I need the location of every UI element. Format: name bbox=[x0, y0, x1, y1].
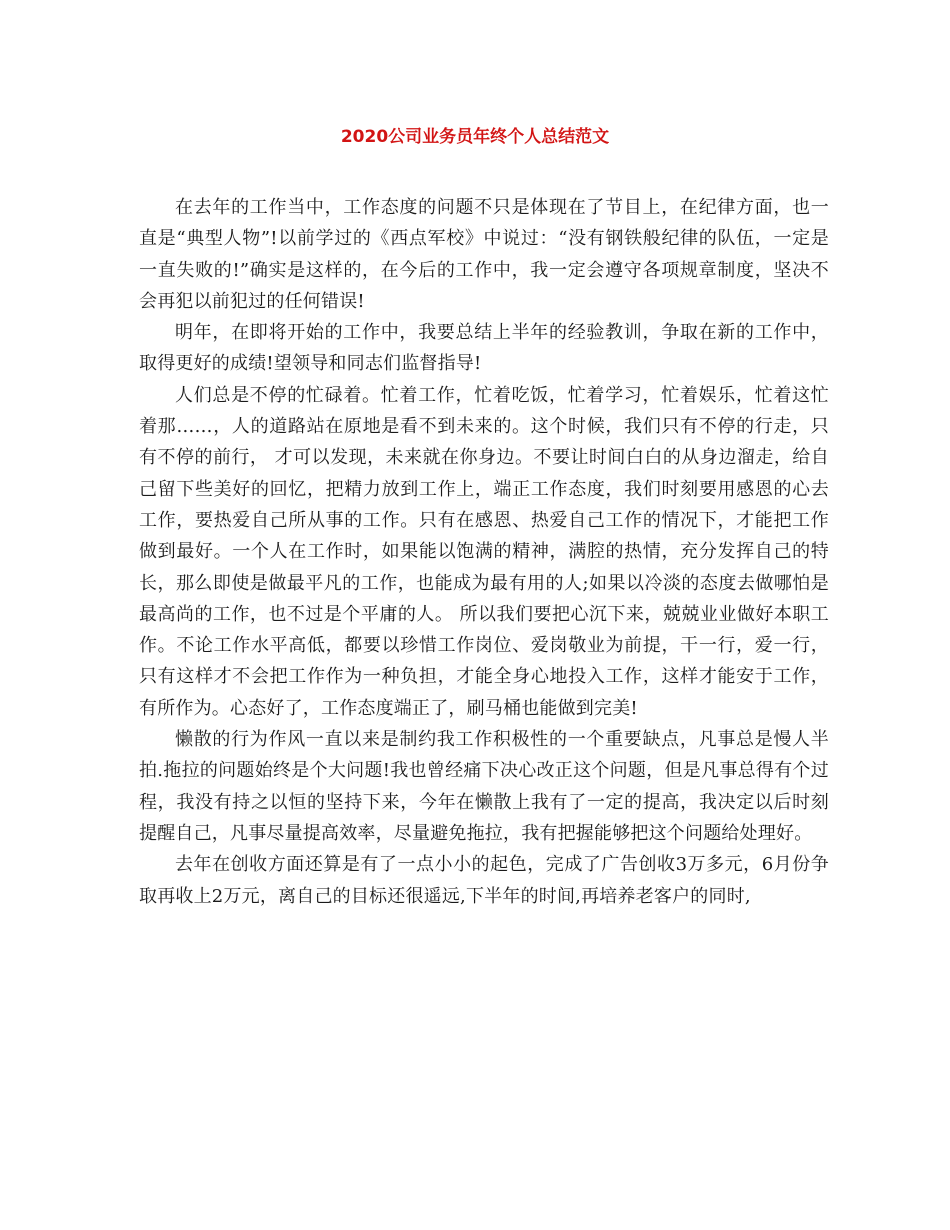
paragraph-revenue: 去年在创收方面还算是有了一点小小的起色，完成了广告创收3万多元，6月份争取再收上2万元，离自己的目标还很遥远,下半年的时间,再培养老客户的同时, bbox=[139, 854, 829, 907]
paragraph-next-year: 明年，在即将开始的工作中，我要总结上半年的经验教训，争取在新的工作中，取得更好的成绩!望领导和同志们监督指导! bbox=[139, 322, 829, 375]
paragraph-discipline: 在去年的工作当中，工作态度的问题不只是体现在了节目上，在纪律方面，也一直是“典型人物”!以前学过的《西点军校》中说过：“没有钢铁般纪律的队伍，一定是一直失败的!”确实是这样的，在今后的工作中，我一定会遵守各项规章制度，坚决不会再犯以前犯过的任何错误! bbox=[139, 197, 829, 312]
document-title: 2020公司业务员年终个人总结范文 bbox=[340, 127, 610, 147]
paragraph-laziness: 懒散的行为作风一直以来是制约我工作积极性的一个重要缺点，凡事总是慢人半拍.拖拉的问题始终是个大问题!我也曾经痛下决心改正这个问题，但是凡事总得有个过程，我没有持之以恒的坚持下来，今年在懒散上我有了一定的提高，我决定以后时刻提醒自己，凡事尽量提高效率，尽量避免拖拉，我有把握能够把这个问题给处理好。 bbox=[139, 729, 829, 844]
paragraph-work-attitude: 人们总是不停的忙碌着。忙着工作，忙着吃饭，忙着学习，忙着娱乐，忙着这忙着那……，人的道路站在原地是看不到未来的。这个时候，我们只有不停的行走，只有不停的前行， 才可以发现，未来就在你身边。不要让时间白白的从身边溜走，给自己留下些美好的回忆，把精力放到工作上，端正工作态度，我们时刻要用感恩的心去工作，要热爱自己所从事的工作。只有在感恩、热爱自己工作的情况下，才能把工作做到最好。一个人在工作时，如果能以饱满的精神，满腔的热情，充分发挥自己的特长，那么即使是做最平凡的工作，也能成为最有用的人;如果以冷淡的态度去做哪怕是最高尚的工作，也不过是个平庸的人。 所以我们要把心沉下来，兢兢业业做好本职工作。不论工作水平高低，都要以珍惜工作岗位、爱岗敬业为前提，干一行，爱一行，只有这样才不会把工作作为一种负担，才能全身心地投入工作，这样才能安于工作，有所作为。心态好了，工作态度端正了，刷马桶也能做到完美! bbox=[139, 384, 829, 719]
document-body bbox=[139, 192, 829, 912]
